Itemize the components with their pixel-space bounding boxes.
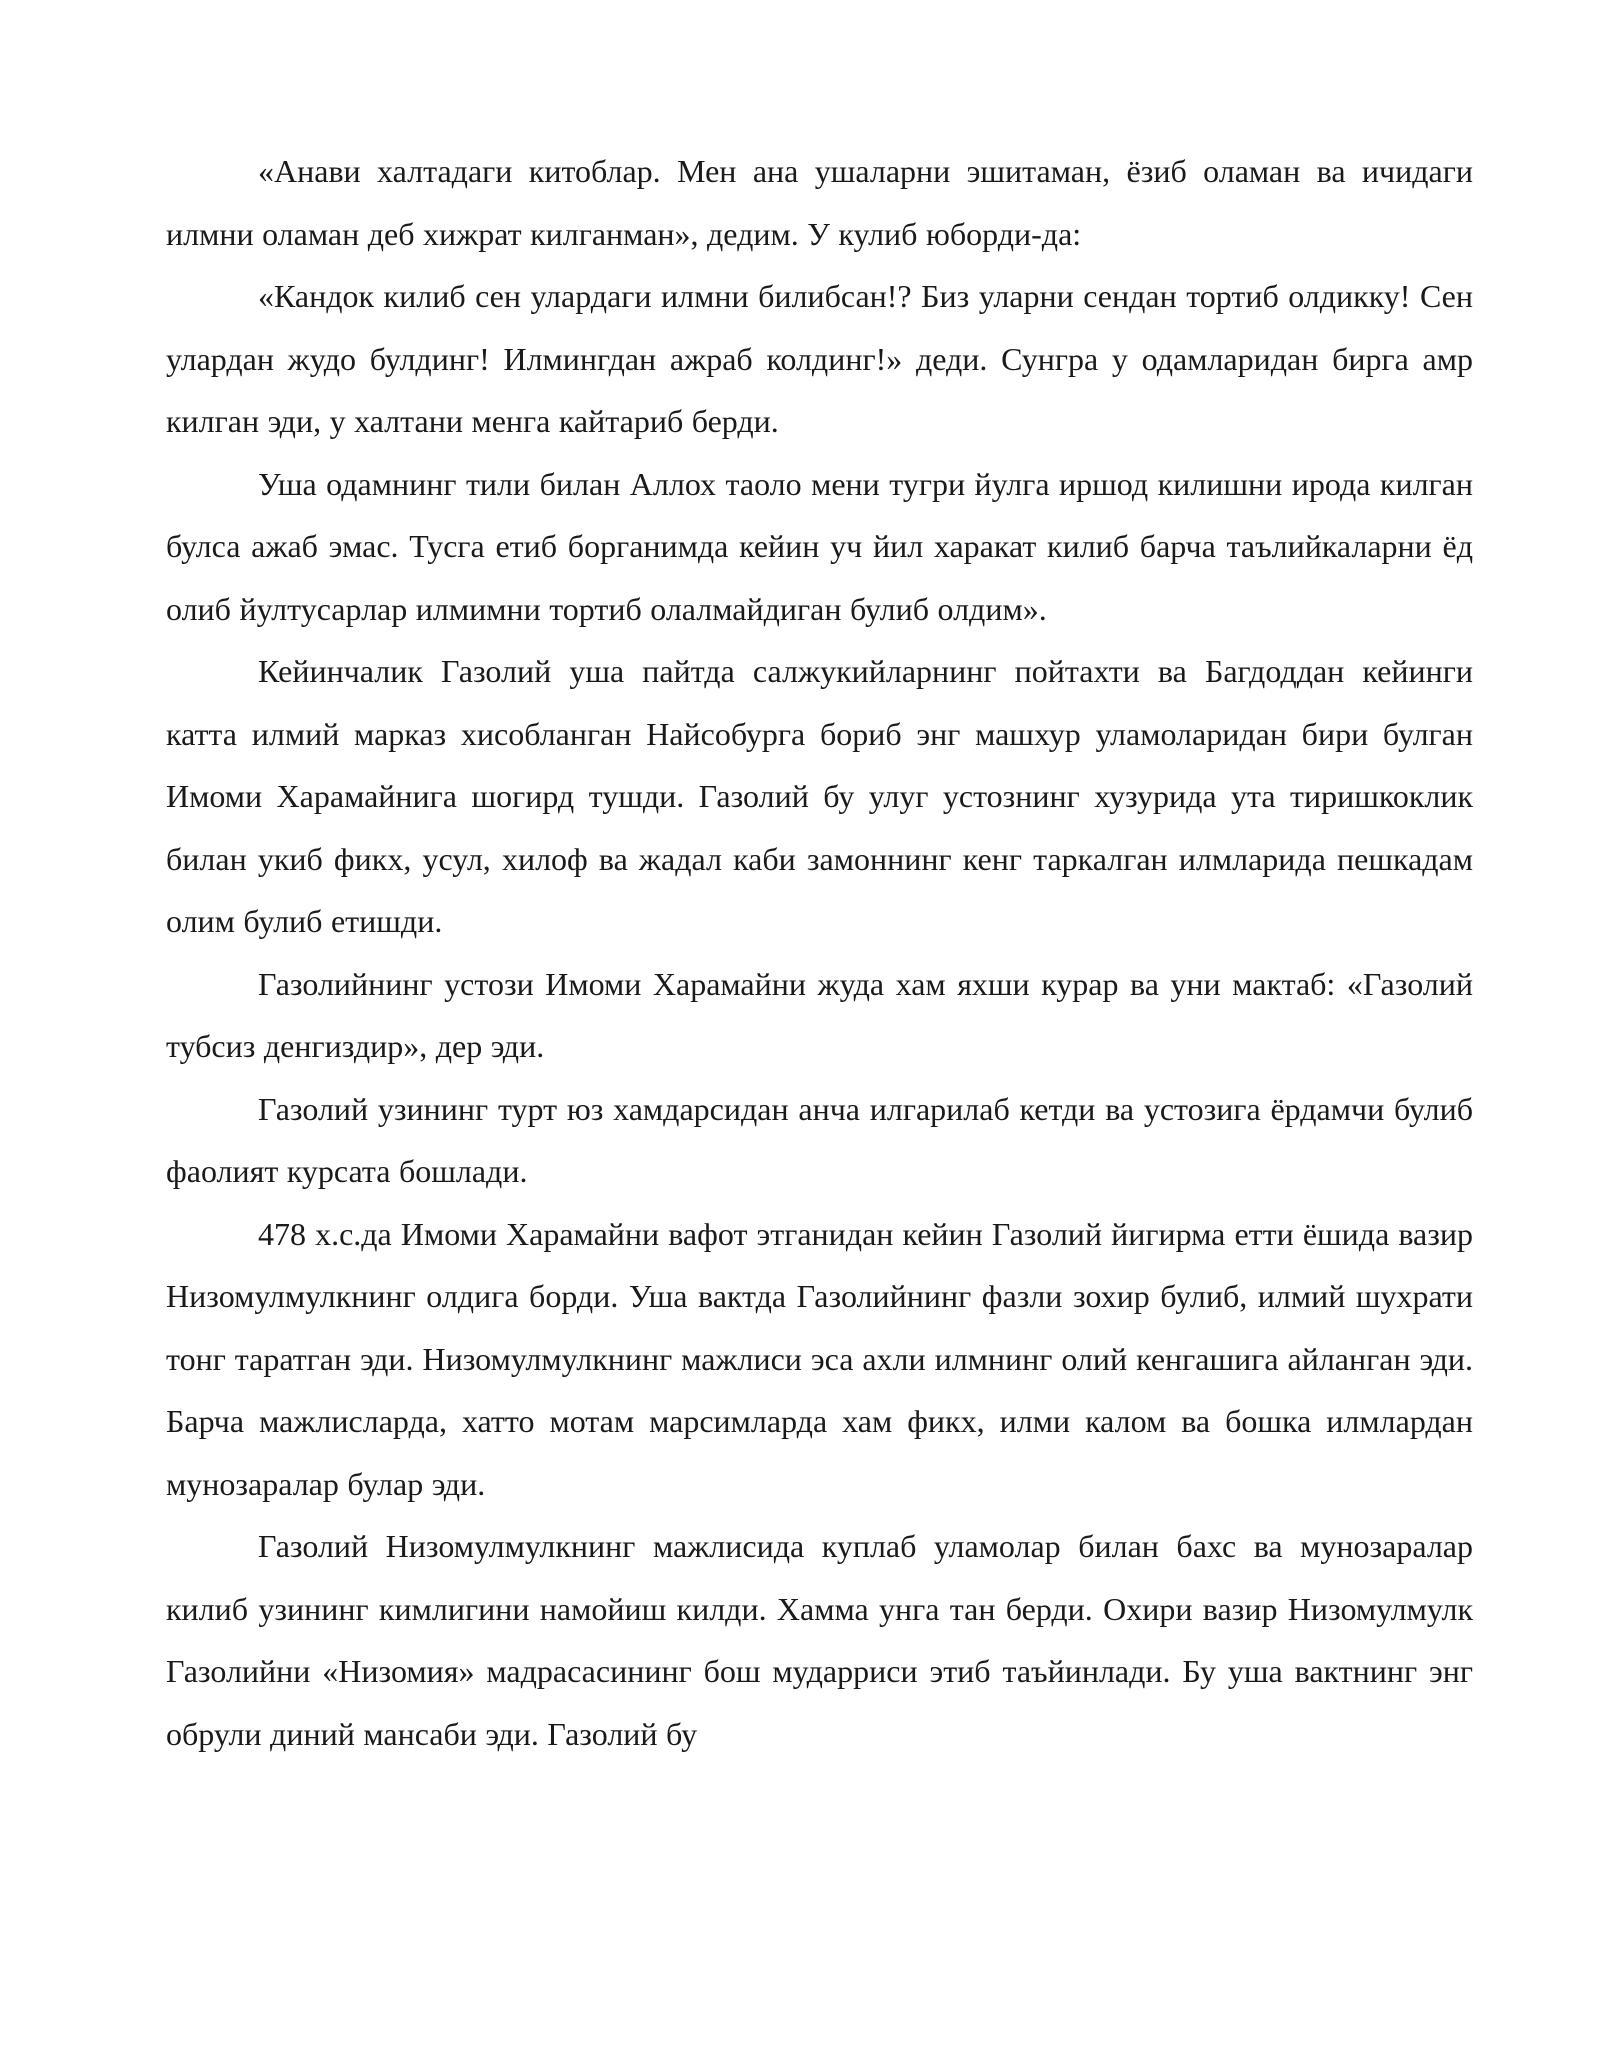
paragraph: Газолийнинг устози Имоми Харамайни жуда хам яхши курар ва уни мактаб: «Газолий тубсиз денгиздир», дер эди. [166,965,1473,1064]
text-body [166,140,1473,1765]
paragraph: «Кандок килиб сен улардаги илмни билибсан!? Биз уларни сендан тортиб олдикку! Сен улардан жудо булдинг! Илмингдан ажраб колдинг!» деди. Сунгра у одамларидан бирга амр килган эди, у халтани менга кайтариб берди. [166,278,1473,439]
paragraph: «Анави халтадаги китоблар. Мен ана ушаларни эшитаман, ёзиб оламан ва ичидаги илмни оламан деб хижрат килганман», дедим. У кулиб юборди-да: [166,153,1473,252]
paragraph: 478 х.с.да Имоми Харамайни вафот этганидан кейин Газолий йигирма етти ёшида вазир Низомулмулкнинг олдига борди. Уша вактда Газолийнинг фазли зохир булиб, илмий шухрати тонг таратган эди. Низомулмулкнинг мажлиси эса ахли илмнинг олий кенгашига айланган эди. Барча мажлисларда, хатто мотам марсимларда хам фикх, илми калом ва бошка илмлардан мунозаралар булар эди. [166,1215,1473,1502]
paragraph: Уша одамнинг тили билан Аллох таоло мени тугри йулга иршод килишни ирода килган булса ажаб эмас. Тусга етиб борганимда кейин уч йил харакат килиб барча таълийкаларни ёд олиб йултусарлар илмимни тортиб олалмайдиган булиб олдим». [166,465,1473,627]
paragraph: Газолий узининг турт юз хамдарсидан анча илгарилаб кетди ва устозига ёрдамчи булиб фаолият курсата бошлади. [166,1090,1473,1189]
paragraph: Кейинчалик Газолий уша пайтда салжукийларнинг пойтахти ва Багдоддан кейинги катта илмий марказ хисобланган Найсобурга бориб энг машхур уламоларидан бири булган Имоми Харамайнига шогирд тушди. Газолий бу улуг устознинг хузурида ута тиришкоклик билан укиб фикх, усул, хилоф ва жадал каби замоннинг кенг таркалган илмларида пешкадам олим булиб етишди. [166,653,1473,939]
paragraph: Газолий Низомулмулкнинг мажлисида куплаб уламолар билан бахс ва мунозаралар килиб узининг кимлигини намойиш килди. Хамма унга тан берди. Охири вазир Низомулмулк Газолийни «Низомия» мадрасасининг бош мударриси этиб таъйинлади. Бу уша вактнинг энг обрули диний мансаби эди. Газолий бу [166,1528,1473,1752]
